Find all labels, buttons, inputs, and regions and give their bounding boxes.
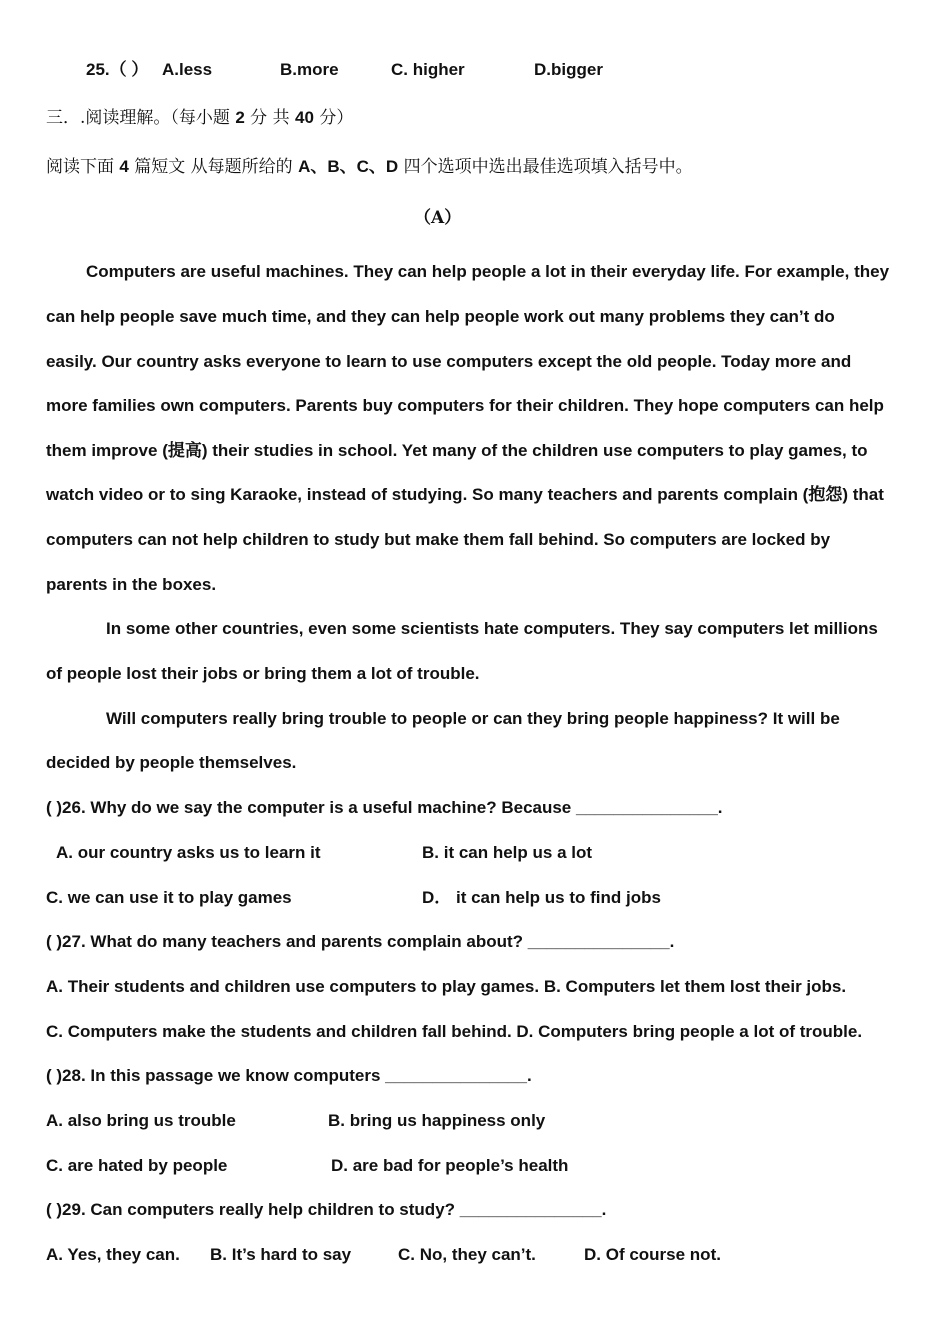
section-title: 三．.阅读理解。（每小题 2 分 共 40 分） (46, 108, 354, 128)
q29-option-a: A. Yes, they can. (46, 1245, 180, 1264)
passage-line: watch video or to sing Karaoke, instead of studying. So many teachers and parents complain (抱怨) that (46, 485, 884, 504)
q25-option-b: B.more (280, 60, 339, 79)
q25-option-d: D.bigger (534, 60, 603, 79)
q29-stem: ( )29. Can computers really help children to study? _______________. (46, 1200, 607, 1219)
q28-option-b: B. bring us happiness only (328, 1111, 546, 1130)
passage-line: more families own computers. Parents buy computers for their children. They hope computers can help (46, 396, 884, 415)
section-instructions: 阅读下面 4 篇短文 从每题所给的 A、B、C、D 四个选项中选出最佳选项填入括号中。 (46, 157, 693, 177)
passage-line: decided by people themselves. (46, 753, 297, 772)
q29-option-d: D. Of course not. (584, 1245, 721, 1264)
passage-line: can help people save much time, and they can help people work out many problems they can’t do (46, 307, 835, 326)
q28-option-a: A. also bring us trouble (46, 1111, 236, 1130)
q28-option-c: C. are hated by people (46, 1156, 228, 1175)
passage-line: In some other countries, even some scientists hate computers. They say computers let millions (106, 619, 878, 638)
q27-stem: ( )27. What do many teachers and parents complain about? _______________. (46, 932, 675, 951)
q29-option-c: C. No, they can’t. (398, 1245, 536, 1264)
passage-line: easily. Our country asks everyone to learn to use computers except the old people. Today more and (46, 352, 852, 371)
q27-options-cd: C. Computers make the students and children fall behind. D. Computers bring people a lot of trouble. (46, 1022, 863, 1041)
passage-line: Computers are useful machines. They can help people a lot in their everyday life. For example, they (86, 262, 890, 281)
q25-number: 25.（ ） (86, 60, 149, 79)
q27-options-ab: A. Their students and children use computers to play games. B. Computers let them lost their jobs. (46, 977, 847, 996)
q26-option-c: C. we can use it to play games (46, 888, 292, 907)
q26-option-b: B. it can help us a lot (422, 843, 593, 862)
q26-option-d: D． it can help us to find jobs (422, 888, 661, 907)
passage-line: parents in the boxes. (46, 575, 217, 594)
q28-stem: ( )28. In this passage we know computers _______________. (46, 1066, 532, 1085)
passage-line: of people lost their jobs or bring them a lot of trouble. (46, 664, 480, 683)
q26-stem: ( )26. Why do we say the computer is a useful machine? Because _______________. (46, 798, 723, 817)
passage-line: them improve (提高) their studies in school. Yet many of the children use computers to play games, to (46, 441, 868, 460)
passage-line: computers can not help children to study but make them fall behind. So computers are locked by (46, 530, 831, 549)
q28-option-d: D. are bad for people’s health (331, 1156, 569, 1175)
q29-option-b: B. It’s hard to say (210, 1245, 352, 1264)
passage-line: Will computers really bring trouble to people or can they bring people happiness? It will be (106, 709, 840, 728)
q26-option-a: A. our country asks us to learn it (56, 843, 321, 862)
passage-label: （A） (414, 208, 462, 228)
q25-option-a: A.less (162, 60, 213, 79)
q25-option-c: C. higher (391, 60, 465, 79)
